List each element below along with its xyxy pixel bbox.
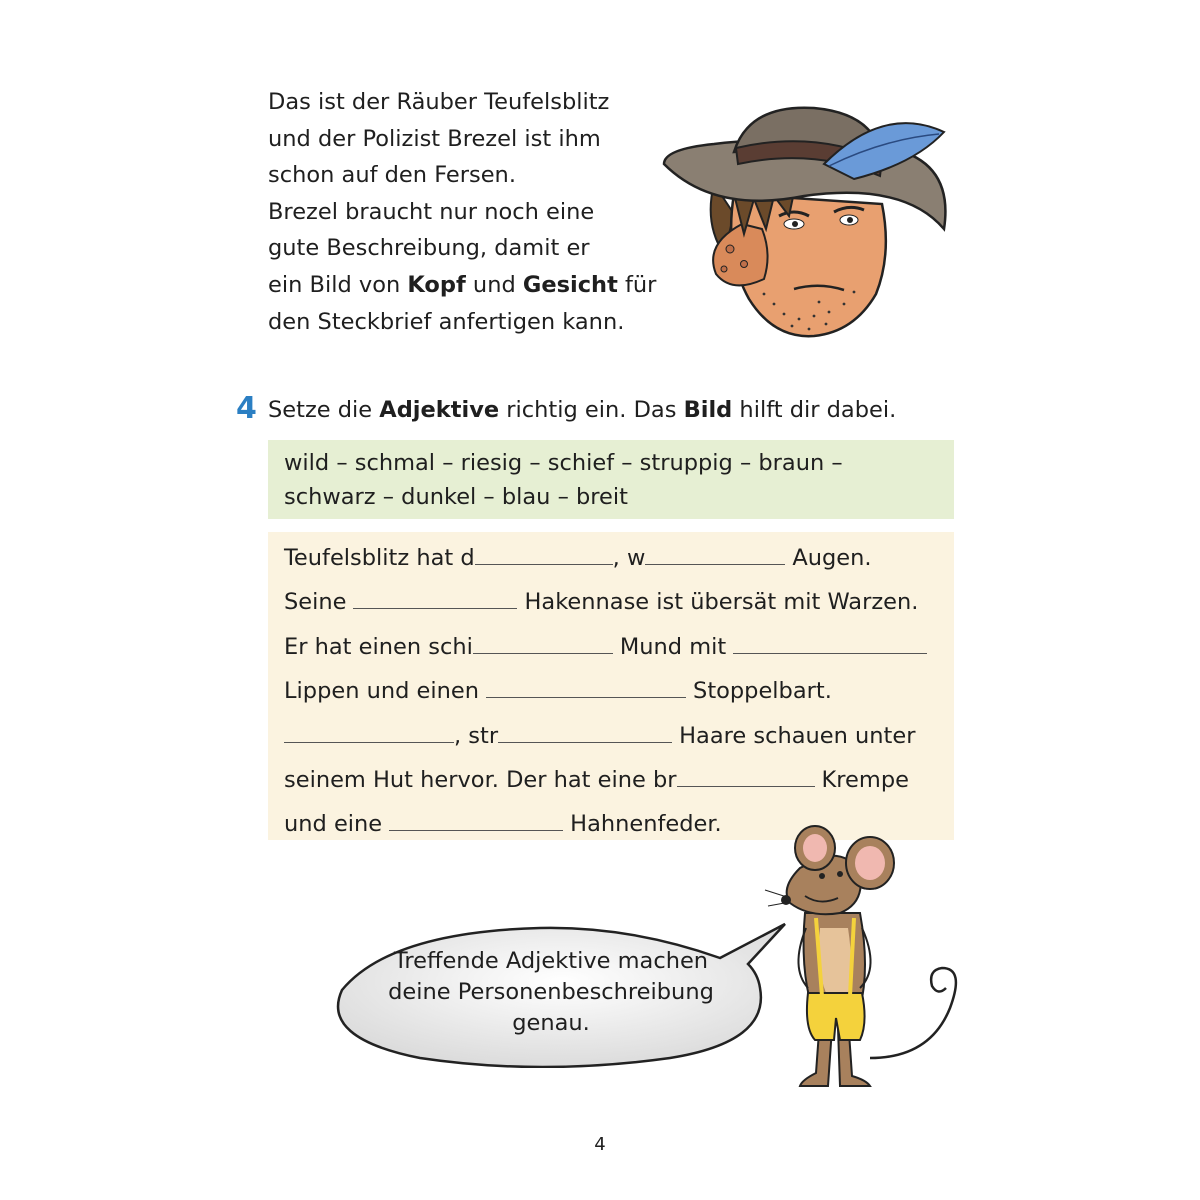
bubble-line: genau. [512, 1010, 590, 1036]
exercise-line [284, 580, 938, 624]
page-number: 4 [594, 1134, 606, 1155]
exercise-text: Hahnenfeder. [570, 811, 722, 838]
answer-blank[interactable] [473, 652, 613, 654]
answer-blank[interactable] [498, 741, 672, 743]
exercise-text: Teufelsblitz hat d [284, 545, 475, 571]
exercise-text: , w [612, 545, 646, 571]
task-bold-bild: Bild [683, 397, 733, 423]
exercise-line [284, 714, 938, 758]
intro-bold-gesicht: Gesicht [522, 271, 618, 298]
exercise-text: Krempe [821, 767, 909, 794]
exercise-text: Haare schauen unter [679, 722, 916, 749]
intro-text-part: ein Bild von [268, 271, 408, 298]
exercise-text: Mund mit [619, 633, 727, 660]
robber-illustration [654, 104, 954, 354]
exercise-text: Lippen und einen [284, 678, 480, 705]
task-text-part: Setze die [268, 397, 380, 423]
exercise-line [284, 669, 938, 713]
exercise-text: Augen. [792, 545, 872, 571]
word-bank-line: schwarz – dunkel – blau – breit [284, 484, 628, 510]
exercise-text: und eine [284, 811, 383, 838]
intro-line: Das ist der Räuber Teufelsblitz [268, 89, 610, 115]
bubble-line: deine Personenbeschreibung [388, 979, 714, 1005]
fill-in-exercise [268, 532, 954, 840]
answer-blank[interactable] [475, 563, 613, 565]
word-bank-line: wild – schmal – riesig – schief – struppig – braun – [284, 450, 843, 476]
intro-line: Brezel braucht nur noch eine [268, 198, 595, 225]
exercise-text: Seine [284, 589, 347, 616]
answer-blank[interactable] [733, 652, 927, 654]
exercise-line [284, 536, 938, 580]
bubble-line: Treffende Adjektive machen [393, 948, 709, 974]
speech-bubble-text [346, 946, 756, 1039]
intro-bold-kopf: Kopf [407, 271, 466, 298]
exercise-line [284, 758, 938, 802]
intro-line: schon auf den Fersen. [268, 162, 516, 189]
task-text-part: richtig ein. Das [499, 397, 684, 423]
answer-blank[interactable] [389, 829, 563, 831]
exercise-text: Hakennase ist übersät mit Warzen. [524, 589, 919, 616]
answer-blank[interactable] [645, 563, 785, 565]
intro-line [268, 267, 668, 304]
task-number: 4 [236, 391, 257, 426]
task-bold-adjektive: Adjektive [379, 397, 500, 423]
intro-line: gute Beschreibung, damit er [268, 235, 590, 262]
intro-text-part: und [465, 271, 523, 298]
exercise-text: Stoppelbart. [693, 678, 832, 705]
word-bank [268, 440, 954, 519]
task-text [268, 397, 896, 423]
intro-line: den Steckbrief anfertigen kann. [268, 308, 625, 335]
task-text-part: hilft dir dabei. [732, 397, 897, 423]
exercise-text: Er hat einen schi [284, 633, 473, 660]
intro-line: und der Polizist Brezel ist ihm [268, 125, 601, 152]
answer-blank[interactable] [353, 607, 517, 609]
answer-blank[interactable] [284, 741, 454, 743]
exercise-text: seinem Hut hervor. Der hat eine br [284, 767, 677, 794]
exercise-line [284, 625, 938, 669]
mouse-illustration [760, 818, 970, 1093]
exercise-text: , str [454, 722, 499, 749]
intro-text [268, 84, 668, 340]
intro-text-part: für [617, 271, 657, 298]
answer-blank[interactable] [677, 785, 815, 787]
answer-blank[interactable] [486, 696, 686, 698]
